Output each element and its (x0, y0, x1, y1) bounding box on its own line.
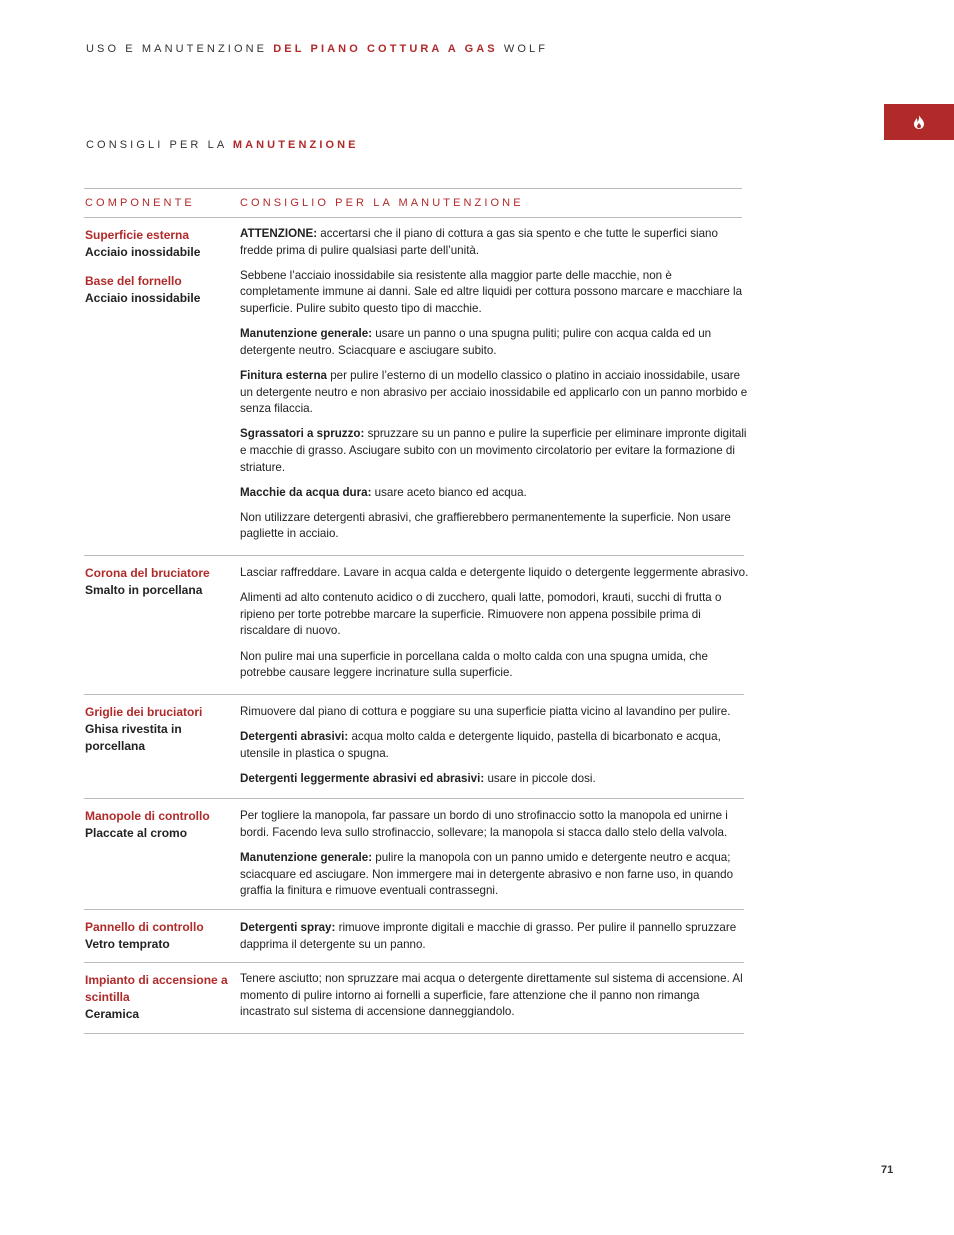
table-row (84, 556, 749, 695)
component-entry (85, 565, 235, 599)
advice-text: pulire la manopola con un panno umido e detergente neutro e acqua; sciacquare ed asciugare. Non immergere mai in detergente abrasivo e non farne uso, in quando graffia la finitura e rimuove eventuali contrassegni. (240, 851, 734, 898)
component-material: Smalto in porcellana (85, 583, 203, 598)
table-row (84, 695, 744, 800)
advice-paragraph (240, 920, 750, 953)
component-cell (85, 704, 235, 755)
table-row (84, 963, 744, 1034)
advice-text: Sebbene l’acciaio inossidabile sia resistente alla maggior parte delle macchie, non è completamente immune ai danni. Sale ed altre liquidi per cottura possono marcare e macchiare la superficie. Pulire subito questo tipo di macchie. (240, 268, 743, 315)
advice-cell (240, 565, 750, 682)
component-material: Ghisa rivestita in porcellana (85, 721, 182, 753)
running-header (86, 43, 548, 55)
advice-text: Non pulire mai una superficie in porcellana calda o molto calda con una spugna umida, che potrebbe causare leggere incrinature sulla superficie. (240, 649, 708, 680)
advice-paragraph (240, 771, 750, 788)
advice-text: Per togliere la manopola, far passare un bordo di uno strofinaccio sotto la manopola ed unirne i bordi. Facendo leva sullo strofinaccio, sollevare; la manopola si stacca dallo stelo della valvola. (240, 809, 728, 839)
component-name: Base del fornello (85, 274, 182, 288)
advice-label: Detergenti spray: (240, 920, 336, 934)
advice-text: usare un panno o una spugna puliti; pulire con acqua calda ed un detergente neutro. Sciacquare e asciugare subito. (240, 327, 712, 357)
column-header-component: COMPONENTE (85, 197, 195, 209)
header-highlight: DEL PIANO COTTURA A GAS (273, 43, 498, 55)
component-material: Acciaio inossidabile (85, 245, 201, 259)
component-material: Ceramica (85, 1007, 140, 1022)
advice-paragraph (240, 565, 750, 582)
component-name: Manopole di controllo (85, 809, 210, 824)
component-cell (85, 972, 235, 1023)
table-header (84, 188, 742, 218)
advice-text: Lasciar raffreddare. Lavare in acqua calda e detergente liquido o detergente leggermente abrasivo. (240, 566, 749, 580)
component-name: Impianto di accensione a scintilla (85, 973, 228, 1005)
advice-cell (240, 226, 750, 543)
component-entry (85, 704, 235, 755)
component-name: Corona del bruciatore (85, 566, 210, 581)
component-material: Placcate al cromo (85, 826, 188, 841)
advice-label: Manutenzione generale: (240, 851, 373, 865)
advice-text: acqua molto calda e detergente liquido, pastella di bicarbonato e acqua, utensile in plastica o spugna. (240, 730, 721, 760)
component-entry (85, 273, 235, 307)
table-row (84, 799, 744, 910)
section-title-highlight: MANUTENZIONE (232, 139, 359, 151)
advice-cell (240, 808, 750, 900)
advice-paragraph (240, 326, 750, 359)
advice-cell (240, 971, 750, 1021)
section-title-prefix: CONSIGLI PER LA (86, 139, 227, 151)
component-name: Griglie dei bruciatori (85, 704, 203, 719)
advice-paragraph (240, 368, 750, 418)
advice-label: ATTENZIONE: (240, 227, 318, 240)
flame-icon (913, 115, 925, 129)
advice-paragraph (240, 485, 750, 502)
component-cell (85, 808, 235, 842)
header-suffix: WOLF (503, 43, 549, 55)
table-row (84, 218, 748, 556)
advice-text: Rimuovere dal piano di cottura e poggiare su una superficie piatta vicino al lavandino per pulire. (240, 704, 731, 718)
advice-label: Sgrassatori a spruzzo: (240, 427, 365, 441)
advice-paragraph (240, 268, 750, 318)
advice-paragraph (240, 808, 750, 841)
advice-text: spruzzare su un panno e pulire la superficie per eliminare impronte digitali e macchie di grasso. Asciugare subito con un movimento circolatorio per evitare la formazione di striature. (240, 427, 747, 474)
advice-paragraph (240, 510, 750, 543)
component-cell (85, 919, 235, 953)
advice-text: usare in piccole dosi. (484, 771, 596, 785)
component-name: Pannello di controllo (85, 919, 204, 934)
advice-label: Macchie da acqua dura: (240, 485, 372, 499)
advice-text: per pulire l’esterno di un modello classico o platino in acciaio inossidabile, usare un detergente neutro e non abrasivo per acciaio inossidabile ed applicarlo con un panno morbido e senza filaccia. (240, 368, 748, 416)
component-entry (85, 919, 235, 953)
advice-paragraph (240, 426, 750, 476)
advice-label: Detergenti leggermente abrasivi ed abrasivi: (240, 771, 485, 785)
advice-cell (240, 920, 750, 953)
component-name: Superficie esterna (85, 228, 190, 242)
page-number: 71 (881, 1164, 894, 1176)
advice-text: accertarsi che il piano di cottura a gas sia spento e che tutte le superfici siano fredde prima di pulire qualsiasi parte dell’unità. (240, 227, 718, 257)
advice-paragraph (240, 850, 750, 900)
component-cell (85, 565, 235, 599)
advice-label: Manutenzione generale: (240, 327, 373, 341)
component-cell (85, 227, 235, 307)
advice-text: Tenere asciutto; non spruzzare mai acqua o detergente direttamente sul sistema di accensione. Al momento di pulire intorno ai fornelli a superficie, fare attenzione che il panno non rimanga incastrato sul sistema di accensione danneggiandolo. (240, 972, 743, 1019)
component-entry (85, 227, 235, 261)
advice-paragraph (240, 590, 750, 640)
advice-paragraph (240, 226, 750, 259)
component-material: Vetro temprato (85, 936, 170, 951)
component-entry (85, 808, 235, 842)
advice-text: Non utilizzare detergenti abrasivi, che graffierebbero permanentemente la superficie. Non usare pagliette in acciaio. (240, 510, 731, 541)
advice-paragraph (240, 649, 750, 682)
component-entry (85, 972, 235, 1023)
advice-text: Alimenti ad alto contenuto acidico o di zucchero, quali latte, pomodori, krauti, succhi di frutta o ripieno per torte potrebbe marcare la superficie. Rimuovere non appena possibile prima di riscaldare di nuovo. (240, 591, 722, 638)
header-prefix: USO E MANUTENZIONE (86, 43, 268, 55)
advice-paragraph (240, 729, 750, 762)
section-title (86, 139, 359, 151)
advice-label: Detergenti abrasivi: (240, 730, 349, 743)
advice-cell (240, 704, 750, 788)
advice-text: usare aceto bianco ed acqua. (371, 485, 527, 499)
maintenance-table (84, 188, 749, 1034)
advice-label: Finitura esterna (240, 368, 327, 382)
advice-paragraph (240, 971, 750, 1021)
table-row (84, 910, 744, 963)
section-tab (884, 104, 954, 140)
advice-text: rimuove impronte digitali e macchie di grasso. Per pulire il pannello spruzzare dapprima il detergente su un panno. (240, 920, 737, 951)
column-header-advice: CONSIGLIO PER LA MANUTENZIONE (240, 197, 524, 209)
advice-paragraph (240, 704, 750, 721)
component-material: Acciaio inossidabile (85, 291, 201, 305)
